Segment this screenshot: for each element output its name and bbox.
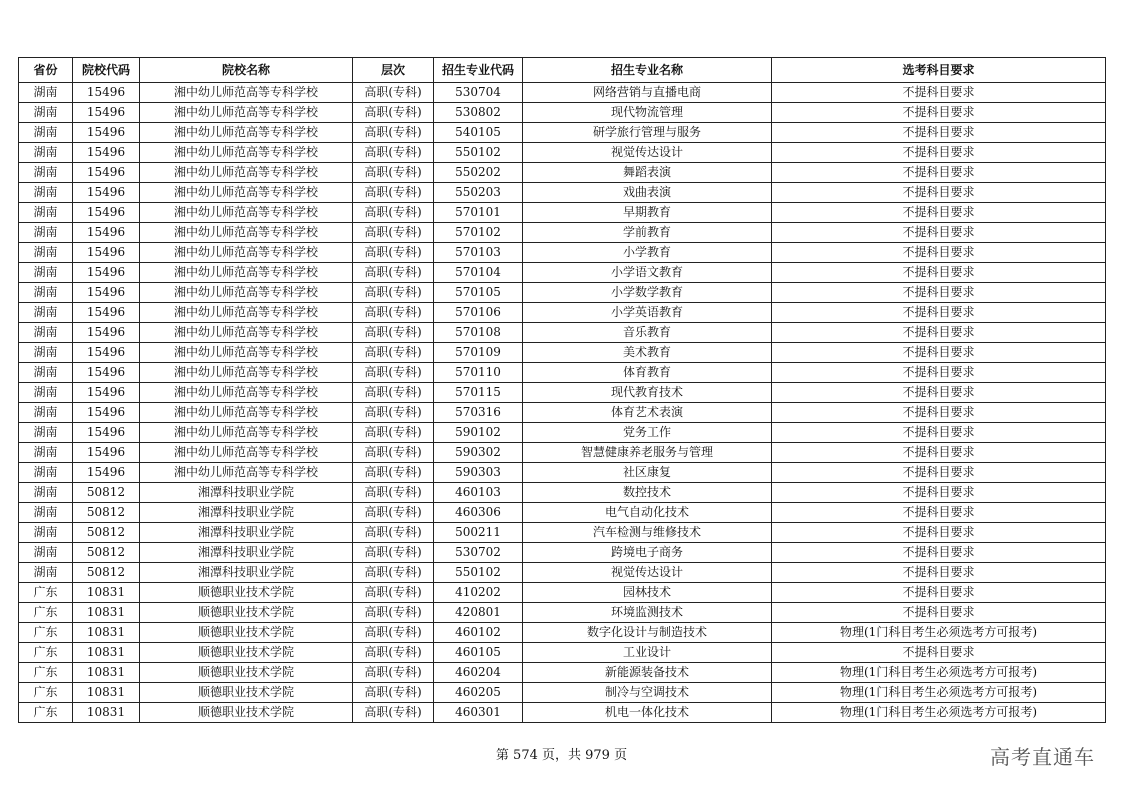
cell-subject-requirement: 物理(1门科目考生必须选考方可报考) [772,703,1106,723]
table-row [19,443,1106,463]
cell-school-code: 15496 [73,143,140,163]
cell-level: 高职(专科) [353,143,434,163]
table-row [19,243,1106,263]
cell-major-name: 机电一体化技术 [523,703,772,723]
cell-province: 湖南 [19,463,73,483]
cell-subject-requirement: 不提科目要求 [772,163,1106,183]
cell-province: 湖南 [19,143,73,163]
table-row [19,323,1106,343]
cell-province: 湖南 [19,123,73,143]
table-row [19,583,1106,603]
cell-level: 高职(专科) [353,123,434,143]
cell-major-name: 网络营销与直播电商 [523,83,772,103]
cell-major-code: 550102 [434,143,523,163]
cell-school-code: 15496 [73,103,140,123]
cell-level: 高职(专科) [353,183,434,203]
cell-major-code: 590303 [434,463,523,483]
cell-school-name: 湘中幼儿师范高等专科学校 [140,203,353,223]
cell-major-code: 570102 [434,223,523,243]
cell-major-name: 汽车检测与维修技术 [523,523,772,543]
cell-major-code: 420801 [434,603,523,623]
cell-major-code: 570105 [434,283,523,303]
cell-major-code: 570108 [434,323,523,343]
cell-province: 湖南 [19,363,73,383]
cell-subject-requirement: 不提科目要求 [772,103,1106,123]
cell-school-code: 10831 [73,583,140,603]
cell-major-code: 570109 [434,343,523,363]
cell-school-name: 顺德职业技术学院 [140,643,353,663]
cell-province: 湖南 [19,283,73,303]
cell-school-code: 15496 [73,83,140,103]
cell-level: 高职(专科) [353,483,434,503]
table-row [19,503,1106,523]
cell-school-name: 湘中幼儿师范高等专科学校 [140,83,353,103]
cell-subject-requirement: 不提科目要求 [772,123,1106,143]
cell-school-name: 湘中幼儿师范高等专科学校 [140,363,353,383]
table-row [19,603,1106,623]
cell-major-name: 视觉传达设计 [523,563,772,583]
header-major-name: 招生专业名称 [523,58,772,83]
cell-school-name: 顺德职业技术学院 [140,603,353,623]
cell-major-name: 现代教育技术 [523,383,772,403]
cell-school-name: 湘中幼儿师范高等专科学校 [140,223,353,243]
table-header-row [19,58,1106,83]
cell-major-code: 570101 [434,203,523,223]
cell-level: 高职(专科) [353,223,434,243]
table-row [19,423,1106,443]
cell-major-name: 音乐教育 [523,323,772,343]
header-province: 省份 [19,58,73,83]
cell-major-code: 550203 [434,183,523,203]
header-major-code: 招生专业代码 [434,58,523,83]
cell-level: 高职(专科) [353,663,434,683]
table-row [19,123,1106,143]
cell-school-code: 10831 [73,623,140,643]
table-row [19,703,1106,723]
cell-province: 湖南 [19,423,73,443]
table-row [19,483,1106,503]
cell-level: 高职(专科) [353,523,434,543]
cell-level: 高职(专科) [353,683,434,703]
cell-school-code: 50812 [73,483,140,503]
cell-school-code: 15496 [73,263,140,283]
admission-table [18,57,1106,723]
cell-level: 高职(专科) [353,443,434,463]
cell-province: 广东 [19,603,73,623]
cell-province: 湖南 [19,403,73,423]
cell-level: 高职(专科) [353,283,434,303]
cell-school-code: 10831 [73,603,140,623]
cell-school-code: 50812 [73,523,140,543]
cell-level: 高职(专科) [353,363,434,383]
table-row [19,103,1106,123]
cell-major-name: 舞蹈表演 [523,163,772,183]
cell-subject-requirement: 不提科目要求 [772,543,1106,563]
table-row [19,683,1106,703]
cell-level: 高职(专科) [353,623,434,643]
cell-school-code: 10831 [73,663,140,683]
cell-school-name: 湘中幼儿师范高等专科学校 [140,183,353,203]
cell-school-code: 15496 [73,123,140,143]
cell-major-name: 体育艺术表演 [523,403,772,423]
cell-school-code: 15496 [73,383,140,403]
table-row [19,363,1106,383]
cell-major-code: 540105 [434,123,523,143]
cell-school-code: 15496 [73,243,140,263]
header-school-code: 院校代码 [73,58,140,83]
table-row [19,523,1106,543]
cell-subject-requirement: 不提科目要求 [772,643,1106,663]
cell-school-name: 湘中幼儿师范高等专科学校 [140,283,353,303]
cell-major-code: 570106 [434,303,523,323]
cell-school-code: 15496 [73,443,140,463]
table-row [19,83,1106,103]
cell-level: 高职(专科) [353,303,434,323]
table-row [19,183,1106,203]
cell-school-code: 15496 [73,223,140,243]
cell-school-name: 顺德职业技术学院 [140,663,353,683]
cell-school-code: 15496 [73,203,140,223]
cell-province: 湖南 [19,243,73,263]
cell-major-code: 460103 [434,483,523,503]
cell-subject-requirement: 不提科目要求 [772,283,1106,303]
cell-school-name: 湘中幼儿师范高等专科学校 [140,423,353,443]
cell-school-name: 湘中幼儿师范高等专科学校 [140,103,353,123]
cell-subject-requirement: 物理(1门科目考生必须选考方可报考) [772,663,1106,683]
cell-subject-requirement: 不提科目要求 [772,303,1106,323]
cell-subject-requirement: 不提科目要求 [772,183,1106,203]
cell-province: 湖南 [19,323,73,343]
cell-school-name: 顺德职业技术学院 [140,623,353,643]
table-row [19,343,1106,363]
cell-major-code: 570104 [434,263,523,283]
cell-major-code: 590102 [434,423,523,443]
cell-major-name: 制冷与空调技术 [523,683,772,703]
cell-province: 湖南 [19,443,73,463]
cell-major-code: 410202 [434,583,523,603]
cell-province: 湖南 [19,223,73,243]
cell-major-name: 小学教育 [523,243,772,263]
cell-school-code: 15496 [73,343,140,363]
cell-province: 广东 [19,643,73,663]
cell-subject-requirement: 不提科目要求 [772,143,1106,163]
cell-major-code: 460306 [434,503,523,523]
cell-province: 广东 [19,623,73,643]
cell-major-name: 工业设计 [523,643,772,663]
cell-province: 湖南 [19,563,73,583]
cell-major-name: 数字化设计与制造技术 [523,623,772,643]
table-row [19,563,1106,583]
cell-school-code: 15496 [73,463,140,483]
cell-level: 高职(专科) [353,503,434,523]
cell-school-code: 10831 [73,643,140,663]
cell-school-code: 50812 [73,503,140,523]
header-level: 层次 [353,58,434,83]
cell-school-code: 15496 [73,403,140,423]
cell-major-code: 530802 [434,103,523,123]
cell-subject-requirement: 不提科目要求 [772,363,1106,383]
cell-school-name: 湘中幼儿师范高等专科学校 [140,163,353,183]
cell-major-name: 小学语文教育 [523,263,772,283]
cell-subject-requirement: 不提科目要求 [772,383,1106,403]
cell-major-name: 新能源装备技术 [523,663,772,683]
cell-province: 湖南 [19,343,73,363]
cell-subject-requirement: 不提科目要求 [772,483,1106,503]
cell-province: 湖南 [19,383,73,403]
cell-province: 湖南 [19,303,73,323]
cell-level: 高职(专科) [353,103,434,123]
cell-school-name: 湘潭科技职业学院 [140,563,353,583]
cell-level: 高职(专科) [353,83,434,103]
cell-major-name: 美术教育 [523,343,772,363]
cell-subject-requirement: 不提科目要求 [772,203,1106,223]
cell-school-name: 顺德职业技术学院 [140,703,353,723]
table-row [19,403,1106,423]
cell-school-name: 湘中幼儿师范高等专科学校 [140,383,353,403]
cell-province: 湖南 [19,163,73,183]
cell-subject-requirement: 不提科目要求 [772,523,1106,543]
cell-level: 高职(专科) [353,243,434,263]
cell-school-name: 湘潭科技职业学院 [140,483,353,503]
cell-major-name: 党务工作 [523,423,772,443]
cell-level: 高职(专科) [353,423,434,443]
table-row [19,623,1106,643]
cell-school-code: 15496 [73,183,140,203]
cell-province: 湖南 [19,263,73,283]
cell-school-name: 湘中幼儿师范高等专科学校 [140,123,353,143]
table-row [19,543,1106,563]
cell-subject-requirement: 不提科目要求 [772,463,1106,483]
cell-subject-requirement: 不提科目要求 [772,503,1106,523]
cell-subject-requirement: 不提科目要求 [772,323,1106,343]
cell-level: 高职(专科) [353,603,434,623]
cell-school-code: 50812 [73,563,140,583]
cell-major-name: 小学数学教育 [523,283,772,303]
cell-school-name: 湘中幼儿师范高等专科学校 [140,303,353,323]
table-body [19,83,1106,723]
cell-subject-requirement: 不提科目要求 [772,583,1106,603]
header-school-name: 院校名称 [140,58,353,83]
cell-province: 广东 [19,683,73,703]
cell-major-code: 590302 [434,443,523,463]
cell-level: 高职(专科) [353,403,434,423]
cell-subject-requirement: 不提科目要求 [772,343,1106,363]
table-row [19,163,1106,183]
cell-major-code: 530704 [434,83,523,103]
cell-level: 高职(专科) [353,383,434,403]
cell-major-code: 460105 [434,643,523,663]
cell-school-name: 湘潭科技职业学院 [140,503,353,523]
cell-subject-requirement: 物理(1门科目考生必须选考方可报考) [772,683,1106,703]
cell-major-code: 550102 [434,563,523,583]
cell-level: 高职(专科) [353,703,434,723]
cell-province: 湖南 [19,203,73,223]
cell-level: 高职(专科) [353,163,434,183]
cell-major-name: 数控技术 [523,483,772,503]
cell-level: 高职(专科) [353,263,434,283]
cell-province: 湖南 [19,103,73,123]
cell-major-code: 460102 [434,623,523,643]
cell-school-code: 15496 [73,323,140,343]
table-row [19,283,1106,303]
cell-school-name: 顺德职业技术学院 [140,683,353,703]
cell-school-name: 湘中幼儿师范高等专科学校 [140,243,353,263]
table-row [19,263,1106,283]
cell-major-code: 570316 [434,403,523,423]
cell-province: 湖南 [19,503,73,523]
cell-major-name: 小学英语教育 [523,303,772,323]
cell-school-code: 10831 [73,683,140,703]
table-row [19,143,1106,163]
table-row [19,383,1106,403]
cell-province: 湖南 [19,83,73,103]
cell-school-code: 15496 [73,283,140,303]
cell-level: 高职(专科) [353,323,434,343]
cell-major-name: 跨境电子商务 [523,543,772,563]
cell-subject-requirement: 不提科目要求 [772,563,1106,583]
cell-major-name: 视觉传达设计 [523,143,772,163]
cell-province: 广东 [19,663,73,683]
cell-school-code: 50812 [73,543,140,563]
cell-level: 高职(专科) [353,583,434,603]
cell-major-code: 460205 [434,683,523,703]
header-subject-requirement: 选考科目要求 [772,58,1106,83]
cell-school-code: 15496 [73,363,140,383]
table-row [19,203,1106,223]
cell-school-code: 15496 [73,423,140,443]
cell-major-name: 研学旅行管理与服务 [523,123,772,143]
cell-subject-requirement: 不提科目要求 [772,423,1106,443]
cell-province: 湖南 [19,543,73,563]
cell-major-code: 570103 [434,243,523,263]
cell-major-code: 530702 [434,543,523,563]
table-row [19,663,1106,683]
cell-major-name: 电气自动化技术 [523,503,772,523]
cell-major-name: 早期教育 [523,203,772,223]
cell-school-name: 湘潭科技职业学院 [140,543,353,563]
cell-subject-requirement: 不提科目要求 [772,83,1106,103]
cell-major-name: 学前教育 [523,223,772,243]
cell-province: 广东 [19,703,73,723]
cell-major-name: 社区康复 [523,463,772,483]
cell-subject-requirement: 不提科目要求 [772,443,1106,463]
cell-province: 湖南 [19,483,73,503]
cell-major-code: 460204 [434,663,523,683]
cell-subject-requirement: 不提科目要求 [772,603,1106,623]
cell-province: 湖南 [19,523,73,543]
cell-province: 广东 [19,583,73,603]
table-row [19,643,1106,663]
cell-level: 高职(专科) [353,343,434,363]
watermark-logo: 高考直通车 [990,745,1095,769]
cell-school-name: 湘中幼儿师范高等专科学校 [140,443,353,463]
cell-major-name: 园林技术 [523,583,772,603]
cell-major-name: 现代物流管理 [523,103,772,123]
cell-major-name: 体育教育 [523,363,772,383]
cell-level: 高职(专科) [353,463,434,483]
cell-school-name: 顺德职业技术学院 [140,583,353,603]
cell-major-name: 智慧健康养老服务与管理 [523,443,772,463]
table-row [19,463,1106,483]
cell-subject-requirement: 不提科目要求 [772,223,1106,243]
cell-school-name: 湘中幼儿师范高等专科学校 [140,263,353,283]
cell-major-name: 戏曲表演 [523,183,772,203]
cell-school-code: 15496 [73,163,140,183]
table-row [19,223,1106,243]
cell-major-code: 570110 [434,363,523,383]
cell-major-code: 550202 [434,163,523,183]
cell-school-name: 湘中幼儿师范高等专科学校 [140,403,353,423]
cell-major-code: 500211 [434,523,523,543]
cell-level: 高职(专科) [353,643,434,663]
cell-province: 湖南 [19,183,73,203]
cell-school-name: 湘中幼儿师范高等专科学校 [140,323,353,343]
cell-school-name: 湘中幼儿师范高等专科学校 [140,143,353,163]
cell-level: 高职(专科) [353,203,434,223]
cell-level: 高职(专科) [353,543,434,563]
cell-subject-requirement: 物理(1门科目考生必须选考方可报考) [772,623,1106,643]
cell-school-name: 湘中幼儿师范高等专科学校 [140,343,353,363]
cell-school-code: 15496 [73,303,140,323]
cell-school-name: 湘中幼儿师范高等专科学校 [140,463,353,483]
cell-school-code: 10831 [73,703,140,723]
cell-major-code: 460301 [434,703,523,723]
table-row [19,303,1106,323]
cell-major-code: 570115 [434,383,523,403]
cell-subject-requirement: 不提科目要求 [772,403,1106,423]
cell-school-name: 湘潭科技职业学院 [140,523,353,543]
cell-major-name: 环境监测技术 [523,603,772,623]
cell-subject-requirement: 不提科目要求 [772,263,1106,283]
page-number: 第 574 页，共 979 页 [495,748,628,763]
cell-subject-requirement: 不提科目要求 [772,243,1106,263]
cell-level: 高职(专科) [353,563,434,583]
